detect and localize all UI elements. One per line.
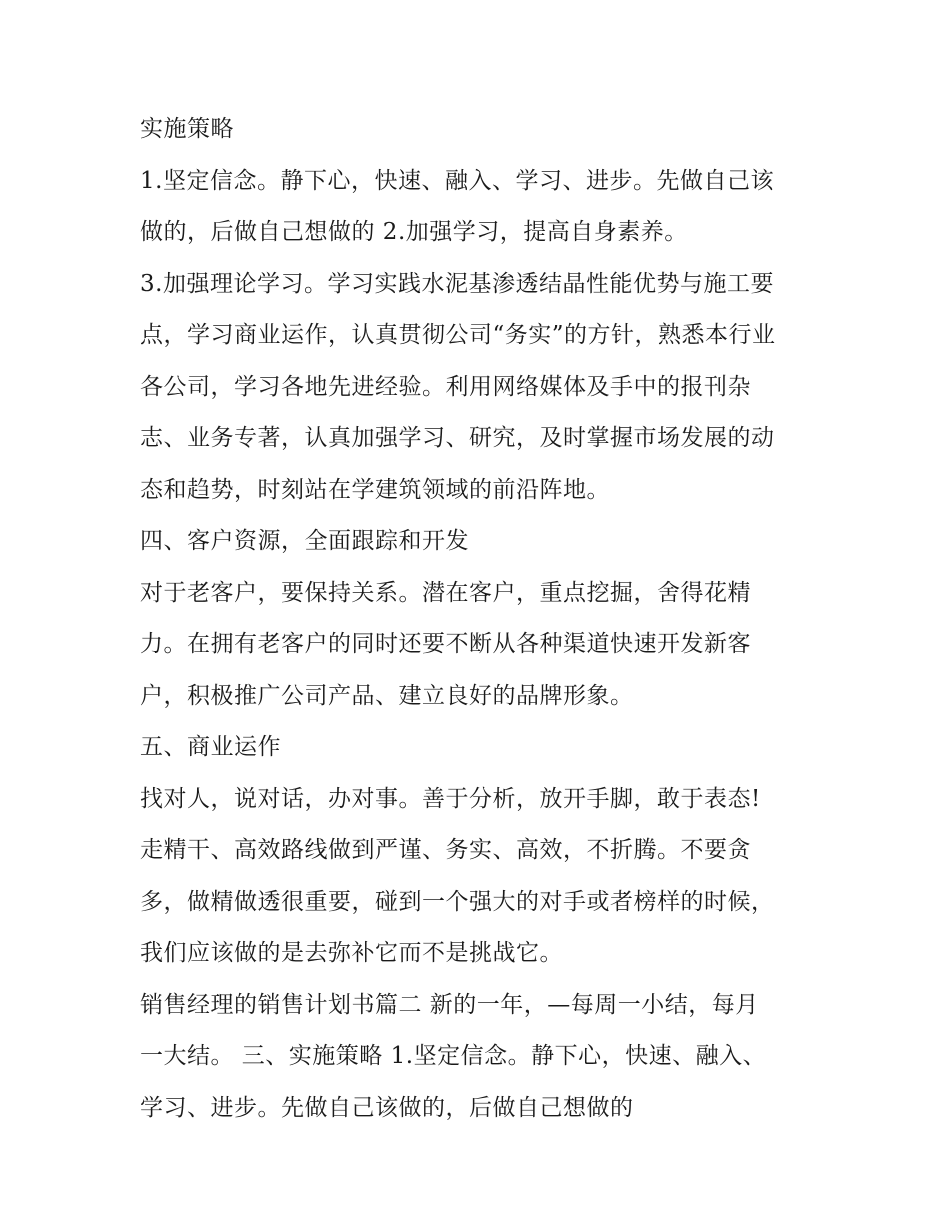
- paragraph-line: 找对人，说对话，办对事。善于分析，放开手脚，敢于表态!: [140, 785, 761, 812]
- paragraph-line: 1.坚定信念。静下心，快速、融入、学习、进步。先做自己该: [140, 167, 774, 194]
- paragraph-line: 做的，后做自己想做的 2.加强学习，提高自身素养。: [140, 219, 688, 245]
- section-heading-strategy: 实施策略: [140, 116, 234, 142]
- section-heading-customer-resources: 四、客户资源，全面跟踪和开发: [140, 528, 469, 554]
- paragraph-line: 一大结。 三、实施策略 1.坚定信念。静下心，快速、融入、: [140, 1043, 767, 1069]
- paragraph-line: 点，学习商业运作，认真贯彻公司“务实”的方针，熟悉本行业: [140, 322, 776, 348]
- paragraph-line: 销售经理的销售计划书篇二 新的一年，—每周一小结，每月: [140, 991, 759, 1018]
- paragraph-line: 各公司，学习各地先进经验。利用网络媒体及手中的报刊杂: [140, 373, 751, 400]
- paragraph-line: 户，积极推广公司产品、建立良好的品牌形象。: [140, 682, 634, 709]
- paragraph-line: 态和趋势，时刻站在学建筑领域的前沿阵地。: [140, 476, 610, 503]
- paragraph-line: 3.加强理论学习。学习实践水泥基渗透结晶性能优势与施工要: [140, 270, 774, 297]
- paragraph-line: 志、业务专著，认真加强学习、研究，及时掌握市场发展的动: [140, 425, 775, 451]
- paragraph-line: 我们应该做的是去弥补它而不是挑战它。: [140, 940, 563, 966]
- section-heading-business-operation: 五、商业运作: [140, 734, 281, 760]
- paragraph-line: 学习、进步。先做自己该做的，后做自己想做的: [140, 1094, 634, 1121]
- paragraph-line: 力。在拥有老客户的同时还要不断从各种渠道快速开发新客: [140, 631, 751, 657]
- paragraph-line: 对于老客户，要保持关系。潜在客户，重点挖掘，舍得花精: [140, 579, 751, 606]
- document-body: [140, 109, 820, 1139]
- paragraph-line: 多，做精做透很重要，碰到一个强大的对手或者榜样的时候，: [140, 888, 775, 915]
- paragraph-line: 走精干、高效路线做到严谨、务实、高效，不折腾。不要贪: [140, 837, 751, 863]
